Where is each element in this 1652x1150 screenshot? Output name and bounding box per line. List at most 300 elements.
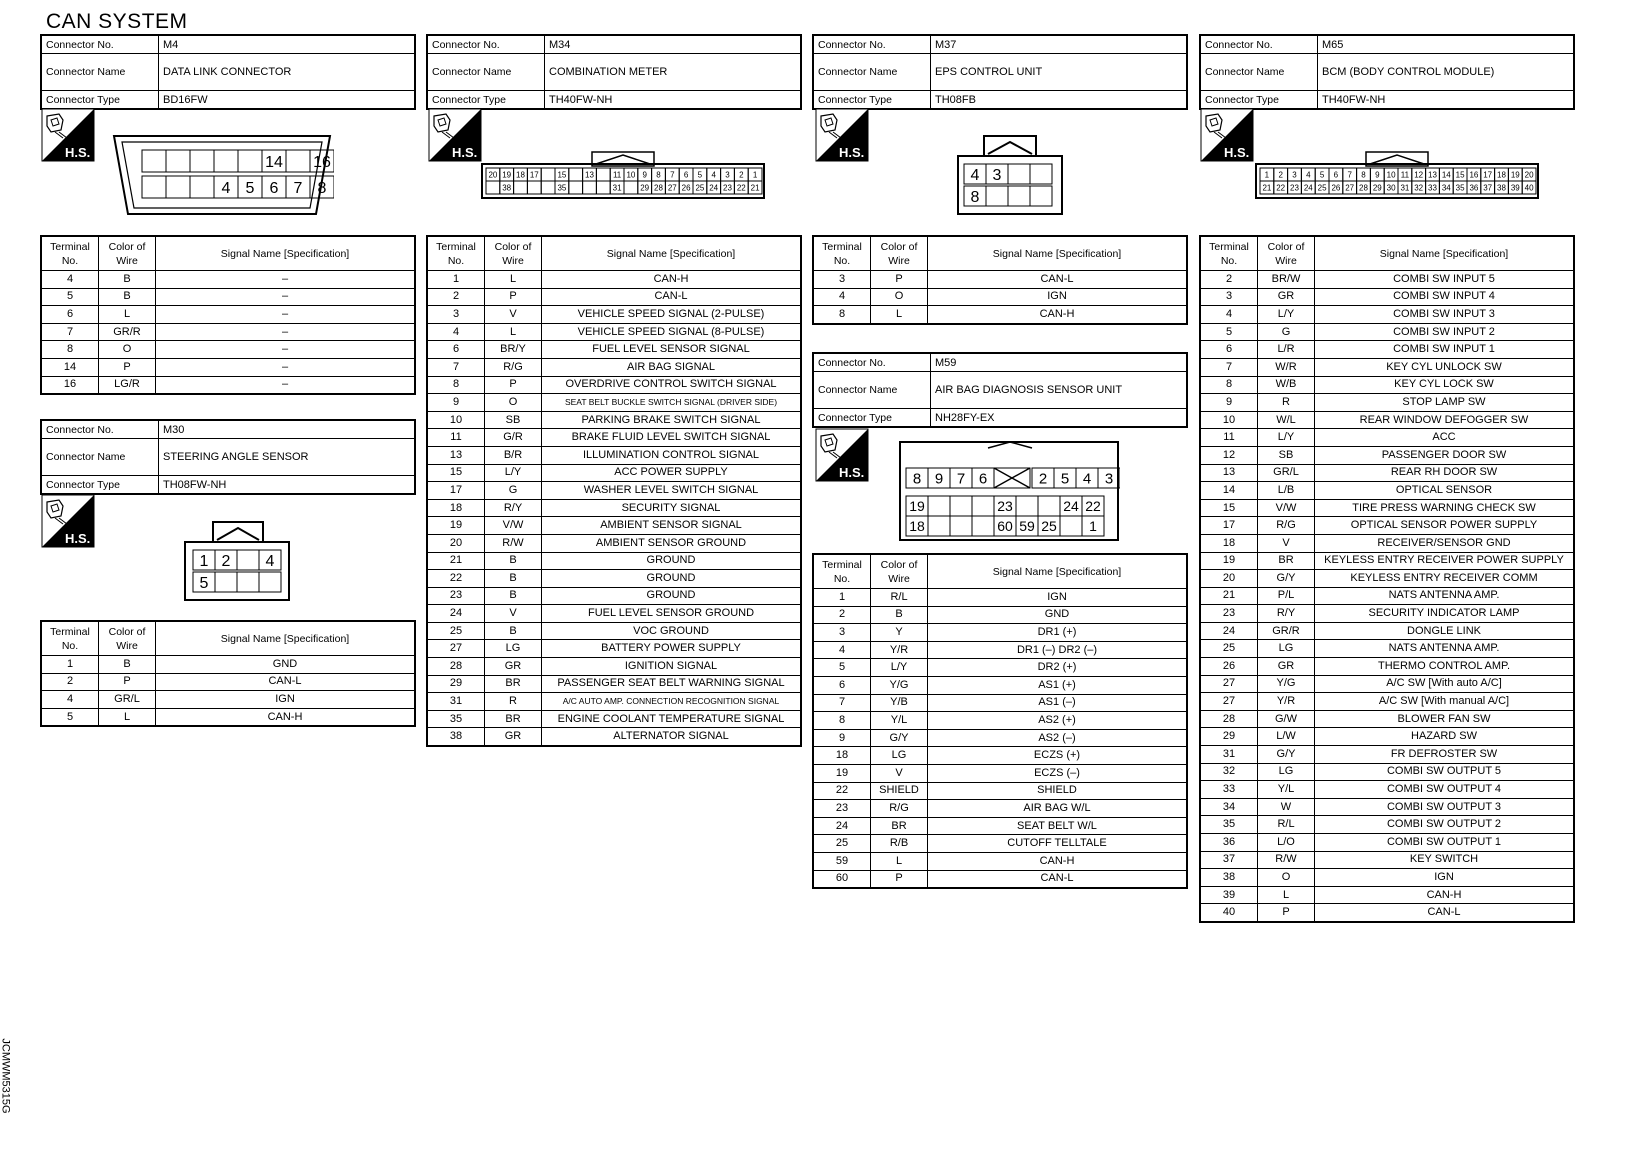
signal-name-header: Signal Name [Specification] xyxy=(1315,236,1575,271)
table-row xyxy=(1200,446,1574,464)
wire-color: SB xyxy=(1258,446,1315,464)
table-row xyxy=(1200,710,1574,728)
signal-name: COMBI SW INPUT 5 xyxy=(1315,271,1575,289)
terminal-no: 9 xyxy=(427,394,485,412)
wire-color: R/G xyxy=(1258,517,1315,535)
terminal-no: 4 xyxy=(1200,306,1258,324)
pin-number: 2 xyxy=(1278,170,1283,180)
connector-no-label: Connector No. xyxy=(41,420,159,439)
wire-color: V xyxy=(485,306,542,324)
wire-color: GR xyxy=(485,728,542,746)
table-row xyxy=(41,673,415,691)
terminal-no: 35 xyxy=(427,710,485,728)
terminal-no: 4 xyxy=(427,323,485,341)
table-row xyxy=(1200,306,1574,324)
wire-color: O xyxy=(99,341,156,359)
table-row xyxy=(1200,288,1574,306)
m37-connector-svg xyxy=(956,134,1066,216)
signal-name: FUEL LEVEL SENSOR SIGNAL xyxy=(542,341,802,359)
table-row xyxy=(1200,341,1574,359)
wire-color: B xyxy=(871,606,928,624)
pin-number: 3 xyxy=(725,170,730,180)
table-row xyxy=(41,656,415,674)
pin-number: 23 xyxy=(723,183,732,193)
signal-name: THERMO CONTROL AMP. xyxy=(1315,658,1575,676)
table-row xyxy=(1200,798,1574,816)
wire-color: B xyxy=(99,288,156,306)
m34-terminal-table xyxy=(426,235,802,747)
connector-name-value: STEERING ANGLE SENSOR xyxy=(159,439,416,476)
table-row xyxy=(1200,482,1574,500)
wire-color: GR/L xyxy=(99,691,156,709)
wire-color: L xyxy=(485,323,542,341)
pin-number: 13 xyxy=(1428,170,1437,180)
connector-name-value: DATA LINK CONNECTOR xyxy=(159,54,416,91)
pin-number: 7 xyxy=(956,470,966,488)
pin-number: 25 xyxy=(1041,518,1057,534)
pin-number: 2 xyxy=(221,552,231,570)
terminal-no: 1 xyxy=(41,656,99,674)
wire-color: Y/L xyxy=(1258,781,1315,799)
pin-number: 9 xyxy=(642,170,647,180)
terminal-no: 25 xyxy=(813,835,871,853)
signal-name: KEY SWITCH xyxy=(1315,851,1575,869)
signal-name: – xyxy=(156,358,416,376)
signal-name: GND xyxy=(928,606,1188,624)
pin-number: 8 xyxy=(970,189,980,206)
hs-icon xyxy=(41,494,95,548)
signal-name: A/C SW [With auto A/C] xyxy=(1315,675,1575,693)
table-row xyxy=(813,729,1187,747)
terminal-no: 4 xyxy=(41,271,99,289)
wire-color: L/O xyxy=(1258,834,1315,852)
table-row xyxy=(1200,886,1574,904)
color-of-wire-header: Color of Wire xyxy=(485,236,542,271)
table-row xyxy=(813,659,1187,677)
connector-name-label: Connector Name xyxy=(813,372,931,409)
wire-color: G/Y xyxy=(1258,570,1315,588)
pin-cell xyxy=(190,176,214,198)
terminal-no: 9 xyxy=(1200,394,1258,412)
table-row xyxy=(427,622,801,640)
table-row xyxy=(41,691,415,709)
terminal-no: 18 xyxy=(1200,534,1258,552)
signal-name-header: Signal Name [Specification] xyxy=(156,621,416,656)
signal-name: CAN-H xyxy=(928,306,1188,324)
terminal-no: 5 xyxy=(1200,323,1258,341)
terminal-no: 40 xyxy=(1200,904,1258,922)
table-row xyxy=(427,517,801,535)
pin-cell xyxy=(624,181,638,194)
table-row xyxy=(813,694,1187,712)
m65-info xyxy=(1199,34,1575,110)
pin-number: 18 xyxy=(516,170,525,180)
terminal-no: 25 xyxy=(427,622,485,640)
pin-number: 31 xyxy=(612,183,622,193)
wire-color: LG xyxy=(1258,763,1315,781)
terminal-no: 7 xyxy=(427,358,485,376)
wire-color: P xyxy=(871,870,928,888)
table-row xyxy=(1200,675,1574,693)
connector-no-label: Connector No. xyxy=(813,35,931,54)
pin-number: 4 xyxy=(711,170,716,180)
terminal-no: 10 xyxy=(1200,411,1258,429)
wire-color: LG xyxy=(1258,640,1315,658)
table-row xyxy=(1200,534,1574,552)
table-row xyxy=(813,712,1187,730)
signal-name: KEYLESS ENTRY RECEIVER POWER SUPPLY xyxy=(1315,552,1575,570)
wire-color: R/Y xyxy=(485,499,542,517)
terminal-no-header: Terminal No. xyxy=(427,236,485,271)
m65-terminals xyxy=(1199,235,1575,923)
terminal-no: 19 xyxy=(427,517,485,535)
table-row xyxy=(1200,904,1574,922)
wire-color: O xyxy=(1258,869,1315,887)
signal-name: NATS ANTENNA AMP. xyxy=(1315,587,1575,605)
terminal-no: 24 xyxy=(813,817,871,835)
terminal-no: 10 xyxy=(427,411,485,429)
pin-number: 36 xyxy=(1469,183,1479,193)
table-row xyxy=(1200,517,1574,535)
signal-name: VEHICLE SPEED SIGNAL (2-PULSE) xyxy=(542,306,802,324)
pin-cell xyxy=(950,496,972,516)
terminal-no: 6 xyxy=(427,341,485,359)
pin-cell xyxy=(541,181,555,194)
terminal-no-header: Terminal No. xyxy=(813,554,871,589)
pin-cell xyxy=(972,496,994,516)
signal-name: SECURITY INDICATOR LAMP xyxy=(1315,605,1575,623)
pin-cell xyxy=(928,496,950,516)
pin-number: 13 xyxy=(585,170,594,180)
terminal-no: 27 xyxy=(1200,675,1258,693)
wire-color: G/W xyxy=(1258,710,1315,728)
connector-info-table xyxy=(812,34,1188,110)
wire-color: R/L xyxy=(871,589,928,607)
table-row xyxy=(427,271,801,289)
terminal-no: 33 xyxy=(1200,781,1258,799)
table-row xyxy=(427,323,801,341)
terminal-no: 4 xyxy=(813,288,871,306)
pin-number: 28 xyxy=(1359,183,1368,193)
pin-number: 7 xyxy=(1347,170,1352,180)
signal-name: – xyxy=(156,323,416,341)
signal-name: A/C SW [With manual A/C] xyxy=(1315,693,1575,711)
pin-number: 5 xyxy=(1060,470,1070,488)
connector-type-value: TH40FW-NH xyxy=(545,91,802,110)
signal-name: DR1 (–) DR2 (–) xyxy=(928,641,1188,659)
pin-number: 1 xyxy=(1089,518,1097,534)
signal-name: OPTICAL SENSOR POWER SUPPLY xyxy=(1315,517,1575,535)
pin-number: 5 xyxy=(245,179,255,197)
pin-cell xyxy=(1008,164,1030,184)
terminal-no: 39 xyxy=(1200,886,1258,904)
signal-name: CAN-L xyxy=(928,271,1188,289)
terminal-no: 15 xyxy=(427,464,485,482)
wire-color: P xyxy=(99,358,156,376)
hs-label: H.S. xyxy=(65,531,91,546)
wire-color: BR xyxy=(485,675,542,693)
wire-color: GR/L xyxy=(1258,464,1315,482)
wire-color: R/W xyxy=(485,534,542,552)
pin-number: 8 xyxy=(1361,170,1366,180)
hs-icon xyxy=(428,108,482,162)
wire-color: B xyxy=(99,271,156,289)
connector-name-label: Connector Name xyxy=(427,54,545,91)
signal-name: BLOWER FAN SW xyxy=(1315,710,1575,728)
signal-name: SEAT BELT W/L xyxy=(928,817,1188,835)
pin-number: 16 xyxy=(1469,170,1479,180)
signal-name: CAN-L xyxy=(156,673,416,691)
signal-name: – xyxy=(156,271,416,289)
signal-name: ECZS (–) xyxy=(928,764,1188,782)
m30-connector-diagram xyxy=(183,520,293,607)
m37-terminal-table xyxy=(812,235,1188,325)
signal-name: ENGINE COOLANT TEMPERATURE SIGNAL xyxy=(542,710,802,728)
pin-number: 8 xyxy=(317,179,327,197)
signal-name: GND xyxy=(156,656,416,674)
signal-name: CUTOFF TELLTALE xyxy=(928,835,1188,853)
connector-no-label: Connector No. xyxy=(813,353,931,372)
signal-name: CAN-L xyxy=(1315,904,1575,922)
m30-info xyxy=(40,419,416,495)
signal-name: COMBI SW INPUT 3 xyxy=(1315,306,1575,324)
signal-name: COMBI SW INPUT 2 xyxy=(1315,323,1575,341)
terminal-no: 7 xyxy=(1200,358,1258,376)
wire-color: L xyxy=(1258,886,1315,904)
table-row xyxy=(427,710,801,728)
terminal-no: 38 xyxy=(427,728,485,746)
pin-number: 29 xyxy=(1372,183,1382,193)
connector-info-table xyxy=(40,419,416,495)
pin-number: 17 xyxy=(529,170,539,180)
table-row xyxy=(1200,552,1574,570)
m59-connector-diagram xyxy=(898,440,1120,547)
table-row xyxy=(1200,816,1574,834)
pin-number: 3 xyxy=(992,167,1002,184)
pin-number: 25 xyxy=(695,183,705,193)
connector-type-value: NH28FY-EX xyxy=(931,409,1188,428)
signal-name: REAR RH DOOR SW xyxy=(1315,464,1575,482)
signal-name: KEY CYL UNLOCK SW xyxy=(1315,358,1575,376)
pin-cell xyxy=(541,168,555,181)
pin-number: 23 xyxy=(1290,183,1299,193)
connector-type-value: BD16FW xyxy=(159,91,416,110)
signal-name: – xyxy=(156,306,416,324)
table-row xyxy=(813,606,1187,624)
pin-cell xyxy=(972,516,994,536)
signal-name: KEYLESS ENTRY RECEIVER COMM xyxy=(1315,570,1575,588)
table-row xyxy=(427,499,801,517)
signal-name: AMBIENT SENSOR SIGNAL xyxy=(542,517,802,535)
signal-name: DONGLE LINK xyxy=(1315,622,1575,640)
terminal-no: 23 xyxy=(1200,605,1258,623)
signal-name: NATS ANTENNA AMP. xyxy=(1315,640,1575,658)
table-row xyxy=(1200,323,1574,341)
pin-number: 2 xyxy=(739,170,744,180)
terminal-no: 3 xyxy=(427,306,485,324)
signal-name: AIR BAG SIGNAL xyxy=(542,358,802,376)
table-row xyxy=(1200,605,1574,623)
signal-name: HAZARD SW xyxy=(1315,728,1575,746)
terminal-no: 11 xyxy=(427,429,485,447)
signal-name: ILLUMINATION CONTROL SIGNAL xyxy=(542,446,802,464)
signal-name: COMBI SW INPUT 1 xyxy=(1315,341,1575,359)
table-row xyxy=(41,358,415,376)
pin-number: 4 xyxy=(265,552,275,570)
signal-name: KEY CYL LOCK SW xyxy=(1315,376,1575,394)
pin-cell xyxy=(214,150,238,172)
signal-name: TIRE PRESS WARNING CHECK SW xyxy=(1315,499,1575,517)
terminal-no: 14 xyxy=(41,358,99,376)
terminal-no: 28 xyxy=(427,658,485,676)
connector-name-label: Connector Name xyxy=(41,54,159,91)
terminal-no: 34 xyxy=(1200,798,1258,816)
signal-name: OPTICAL SENSOR xyxy=(1315,482,1575,500)
signal-name: – xyxy=(156,288,416,306)
connector-name-value: AIR BAG DIAGNOSIS SENSOR UNIT xyxy=(931,372,1188,409)
wire-color: V xyxy=(871,764,928,782)
terminal-no: 3 xyxy=(813,271,871,289)
m34-terminals xyxy=(426,235,802,747)
page-title: CAN SYSTEM xyxy=(46,10,188,33)
terminal-no: 29 xyxy=(1200,728,1258,746)
wire-color: Y/R xyxy=(871,641,928,659)
pin-number: 29 xyxy=(640,183,650,193)
signal-name: PASSENGER SEAT BELT WARNING SIGNAL xyxy=(542,675,802,693)
connector-type-label: Connector Type xyxy=(813,91,931,110)
terminal-no-header: Terminal No. xyxy=(1200,236,1258,271)
wire-color: P xyxy=(485,288,542,306)
wire-color: P/L xyxy=(1258,587,1315,605)
pin-number: 26 xyxy=(681,183,691,193)
terminal-no: 3 xyxy=(813,624,871,642)
wire-color: W/B xyxy=(1258,376,1315,394)
terminal-no: 2 xyxy=(1200,271,1258,289)
connector-name-value: EPS CONTROL UNIT xyxy=(931,54,1188,91)
pin-number: 4 xyxy=(970,167,980,184)
terminal-no: 6 xyxy=(1200,341,1258,359)
terminal-no: 23 xyxy=(813,800,871,818)
table-row xyxy=(41,271,415,289)
pin-cell xyxy=(142,176,166,198)
signal-name: IGN xyxy=(1315,869,1575,887)
wire-color: R/G xyxy=(485,358,542,376)
wire-color: V xyxy=(485,605,542,623)
signal-name: REAR WINDOW DEFOGGER SW xyxy=(1315,411,1575,429)
signal-name: IGNITION SIGNAL xyxy=(542,658,802,676)
table-row xyxy=(813,870,1187,888)
connector-type-label: Connector Type xyxy=(41,476,159,495)
table-row xyxy=(813,306,1187,324)
pin-number: 22 xyxy=(1085,498,1101,514)
signal-name-header: Signal Name [Specification] xyxy=(542,236,802,271)
pin-cell xyxy=(583,181,597,194)
m30-terminal-table xyxy=(40,620,416,727)
signal-name: ACC xyxy=(1315,429,1575,447)
pin-cell xyxy=(166,150,190,172)
pin-cell xyxy=(259,572,281,592)
terminal-no: 3 xyxy=(1200,288,1258,306)
wire-color: Y/L xyxy=(871,712,928,730)
signal-name: IGN xyxy=(156,691,416,709)
figure-code-container xyxy=(0,1030,44,1150)
table-row xyxy=(427,376,801,394)
wire-color: BR/W xyxy=(1258,271,1315,289)
m4-terminals xyxy=(40,235,416,395)
signal-name: BRAKE FLUID LEVEL SWITCH SIGNAL xyxy=(542,429,802,447)
terminal-no-header: Terminal No. xyxy=(813,236,871,271)
wire-color: L xyxy=(99,708,156,726)
wire-color: Y/B xyxy=(871,694,928,712)
pin-cell xyxy=(238,150,262,172)
pin-number: 17 xyxy=(1483,170,1493,180)
table-row xyxy=(813,271,1187,289)
wire-color: O xyxy=(485,394,542,412)
wire-color: V/W xyxy=(1258,499,1315,517)
pin-cell xyxy=(190,150,214,172)
terminal-no: 5 xyxy=(813,659,871,677)
connector-type-label: Connector Type xyxy=(41,91,159,110)
signal-name: COMBI SW OUTPUT 2 xyxy=(1315,816,1575,834)
pin-number: 5 xyxy=(199,574,209,592)
pin-number: 6 xyxy=(269,179,279,197)
terminal-no: 20 xyxy=(427,534,485,552)
table-row xyxy=(1200,271,1574,289)
signal-name: COMBI SW OUTPUT 5 xyxy=(1315,763,1575,781)
terminal-no: 15 xyxy=(1200,499,1258,517)
terminal-no: 22 xyxy=(813,782,871,800)
terminal-no: 18 xyxy=(813,747,871,765)
pin-number: 26 xyxy=(1331,183,1341,193)
wire-color: GR xyxy=(485,658,542,676)
table-row xyxy=(427,675,801,693)
terminal-no: 16 xyxy=(41,376,99,394)
terminal-no: 12 xyxy=(1200,446,1258,464)
table-row xyxy=(427,429,801,447)
pin-number: 38 xyxy=(502,183,512,193)
table-row xyxy=(813,764,1187,782)
signal-name: GROUND xyxy=(542,552,802,570)
wire-color: Y xyxy=(871,624,928,642)
wire-color: LG xyxy=(871,747,928,765)
wire-color: Y/G xyxy=(871,676,928,694)
connector-info-table xyxy=(40,34,416,110)
wire-color: P xyxy=(99,673,156,691)
connector-type-value: TH40FW-NH xyxy=(1318,91,1575,110)
connector-type-label: Connector Type xyxy=(427,91,545,110)
connector-name-value: BCM (BODY CONTROL MODULE) xyxy=(1318,54,1575,91)
wire-color: L xyxy=(99,306,156,324)
terminal-no: 21 xyxy=(427,552,485,570)
pin-number: 10 xyxy=(626,170,636,180)
table-row xyxy=(813,782,1187,800)
hs-label: H.S. xyxy=(839,145,865,160)
pin-number: 25 xyxy=(1317,183,1327,193)
signal-name: CAN-H xyxy=(1315,886,1575,904)
signal-name: AS2 (–) xyxy=(928,729,1188,747)
signal-name: GROUND xyxy=(542,570,802,588)
table-row xyxy=(427,640,801,658)
pin-number: 37 xyxy=(1483,183,1493,193)
table-row xyxy=(813,288,1187,306)
wire-color: L xyxy=(871,852,928,870)
wire-color: W/R xyxy=(1258,358,1315,376)
wire-color: L/Y xyxy=(485,464,542,482)
m59-terminal-table xyxy=(812,553,1188,889)
table-row xyxy=(1200,763,1574,781)
terminal-no: 13 xyxy=(1200,464,1258,482)
table-row xyxy=(1200,358,1574,376)
